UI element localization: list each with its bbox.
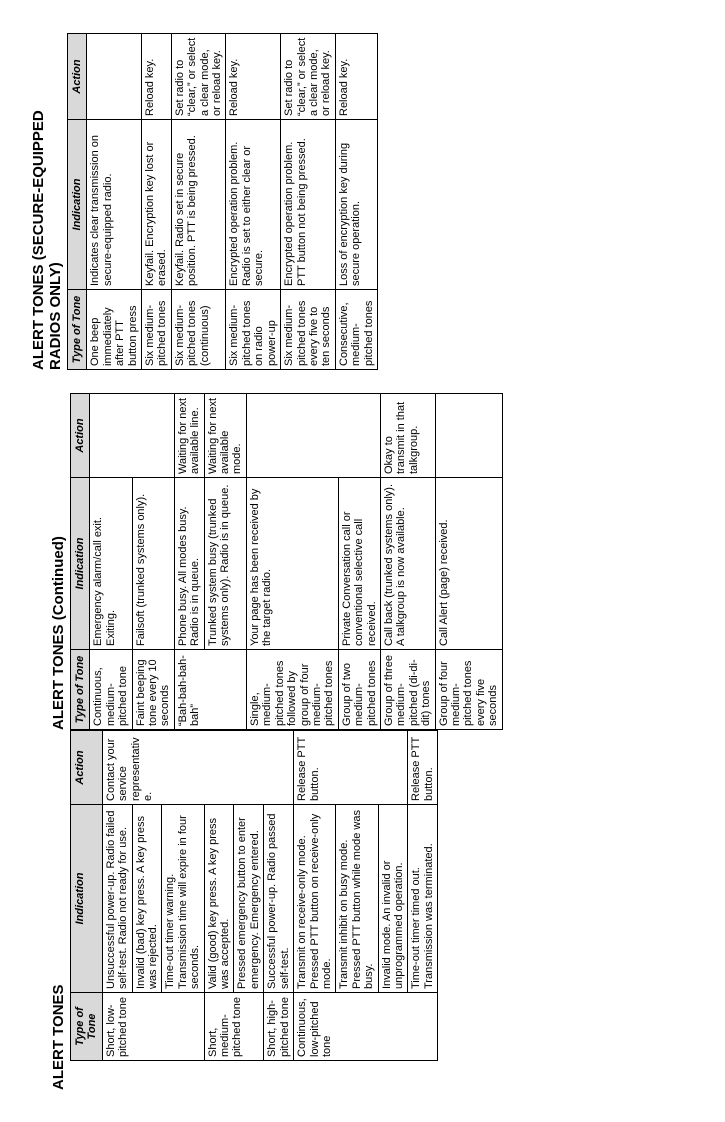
action-cell: Reload key. — [142, 34, 172, 120]
table-row — [281, 34, 336, 370]
indication-cell: Trunked system busy (trunked systems only). Radio is in queue. — [204, 478, 246, 650]
type-cell: Group of two medium-pitched tones — [338, 650, 380, 730]
header-type: Type of Tone — [71, 650, 90, 730]
table-header-row — [71, 394, 90, 730]
action-cell: Release PTT button. — [408, 731, 438, 805]
type-cell: Continuous, medium-pitched tone — [90, 650, 132, 730]
indication-cell: Call back (trunked systems only). A talkgroup is now available. — [380, 478, 435, 650]
alert-tones-secure-section — [30, 30, 378, 370]
indication-cell: Time-out timer timed out. Transmission was terminated. — [408, 805, 438, 993]
type-cell: Single, medium-pitched tones followed by group of four medium-pitched tones — [246, 650, 338, 730]
header-type: Type of Tone — [68, 290, 87, 370]
type-cell: Continuous, low-pitched tone — [294, 993, 438, 1061]
alert-tones-table — [70, 730, 438, 1061]
header-type: Type of Tone — [71, 993, 103, 1061]
indication-cell: Failsoft (trunked systems only). — [132, 478, 174, 650]
type-cell: Six medium-pitched tones every five to ten seconds — [281, 290, 336, 370]
indication-cell: Successful power-up. Radio passed self-test. — [264, 805, 294, 993]
action-cell: Waiting for next available line. — [174, 394, 204, 478]
table-row — [380, 394, 435, 730]
header-action: Action — [68, 34, 87, 120]
action-cell: Reload key. — [335, 34, 377, 120]
type-cell: Six medium-pitched tones on radio power-up — [226, 290, 281, 370]
table-row — [90, 394, 132, 730]
header-indication: Indication — [71, 478, 90, 650]
action-cell: Release PTT button. — [294, 731, 408, 805]
table-row — [102, 731, 132, 1061]
indication-cell: Your page has been received by the target radio. — [246, 478, 338, 650]
indication-cell: Encrypted operation problem. Radio is set to either clear or secure. — [226, 120, 281, 290]
indication-cell: Unsuccessful power-up. Radio failed self-test. Radio not ready for use. — [102, 805, 132, 993]
header-indication: Indication — [68, 120, 87, 290]
indication-cell: Phone busy. All modes busy. Radio is in queue. — [174, 478, 204, 650]
action-cell — [87, 34, 142, 120]
indication-cell: Indicates clear transmission on secure-equipped radio. — [87, 120, 142, 290]
indication-cell: Loss of encryption key during secure operation. — [335, 120, 377, 290]
type-cell: “Bah-bah-bah-bah” — [174, 650, 246, 730]
indication-cell: Transmit inhibit on busy mode. Pressed PTT button while mode was busy. — [336, 805, 378, 993]
action-cell — [90, 394, 174, 478]
action-cell: Set radio to “clear,” or select a clear mode, or reload key. — [281, 34, 336, 120]
indication-cell: Emergency alarm/call exit. Exiting. — [90, 478, 132, 650]
action-cell: Okay to transmit in that talkgroup. — [380, 394, 435, 478]
type-cell: Short, low-pitched tone — [102, 993, 204, 1061]
section-title — [30, 30, 64, 370]
header-indication: Indication — [71, 805, 103, 993]
type-cell: Short, medium-pitched tone — [204, 993, 264, 1061]
table-row — [246, 394, 338, 730]
action-cell: Set radio to “clear,” or select a clear mode, or reload key. — [171, 34, 226, 120]
section-title: ALERT TONES — [50, 984, 67, 1090]
table-row — [435, 394, 502, 730]
indication-cell: Pressed emergency button to enter emergency. Emergency entered. — [234, 805, 264, 993]
section-title-line2: RADIOS ONLY) — [47, 262, 64, 370]
indication-cell: Keyfail. Radio set in secure position. PTT is being pressed. — [171, 120, 226, 290]
header-action: Action — [71, 731, 103, 805]
header-action: Action — [71, 394, 90, 478]
action-cell: Contact your service representative. — [102, 731, 293, 805]
type-cell: One beep immediately after PTT button press — [87, 290, 142, 370]
table-header-row — [71, 731, 103, 1061]
type-cell: Short, high-pitched tone — [264, 993, 294, 1061]
type-cell: Faint beeping tone every 10 seconds — [132, 650, 174, 730]
table-row — [174, 394, 204, 730]
indication-cell: Invalid (bad) key press. A key press was rejected. — [132, 805, 162, 993]
table-row — [294, 731, 336, 1061]
section-title-line1: ALERT TONES (SECURE-EQUIPPED — [30, 110, 47, 370]
indication-cell: Time-out timer warning. Transmission time will expire in four seconds. — [162, 805, 204, 993]
alert-tones-continued-section — [50, 390, 503, 730]
alert-tones-continued-table — [70, 393, 503, 730]
indication-cell: Private Conversation call or conventional selective call received. — [338, 478, 380, 650]
action-cell — [435, 394, 502, 478]
type-cell: Group of four medium-pitched tones every five seconds — [435, 650, 502, 730]
type-cell: Group of three medium-pitched (di-di-dit) tones — [380, 650, 435, 730]
indication-cell: Encrypted operation problem. PTT button not being pressed. — [281, 120, 336, 290]
indication-cell: Valid (good) key press. A key press was accepted. — [204, 805, 234, 993]
alert-tones-secure-table — [67, 33, 378, 370]
action-cell: Reload key. — [226, 34, 281, 120]
indication-cell: Transmit on receive-only mode. Pressed PTT button on receive-only mode. — [294, 805, 336, 993]
table-row — [335, 34, 377, 370]
table-header-row — [68, 34, 87, 370]
indication-cell: Call Alert (page) received. — [435, 478, 502, 650]
table-row — [171, 34, 226, 370]
indication-cell: Invalid mode. An invalid or unprogrammed operation. — [378, 805, 408, 993]
action-cell — [246, 394, 380, 478]
alert-tones-section — [50, 736, 438, 1090]
indication-cell: Keyfail. Encryption key lost or erased. — [142, 120, 172, 290]
table-row — [226, 34, 281, 370]
type-cell: Six medium-pitched tones — [142, 290, 172, 370]
table-row — [142, 34, 172, 370]
type-cell: Consecutive, medium-pitched tones — [335, 290, 377, 370]
type-cell: Six medium-pitched tones (continuous) — [171, 290, 226, 370]
table-row — [87, 34, 142, 370]
section-title: ALERT TONES (Continued) — [50, 536, 67, 730]
action-cell: Waiting for next available mode. — [204, 394, 246, 478]
